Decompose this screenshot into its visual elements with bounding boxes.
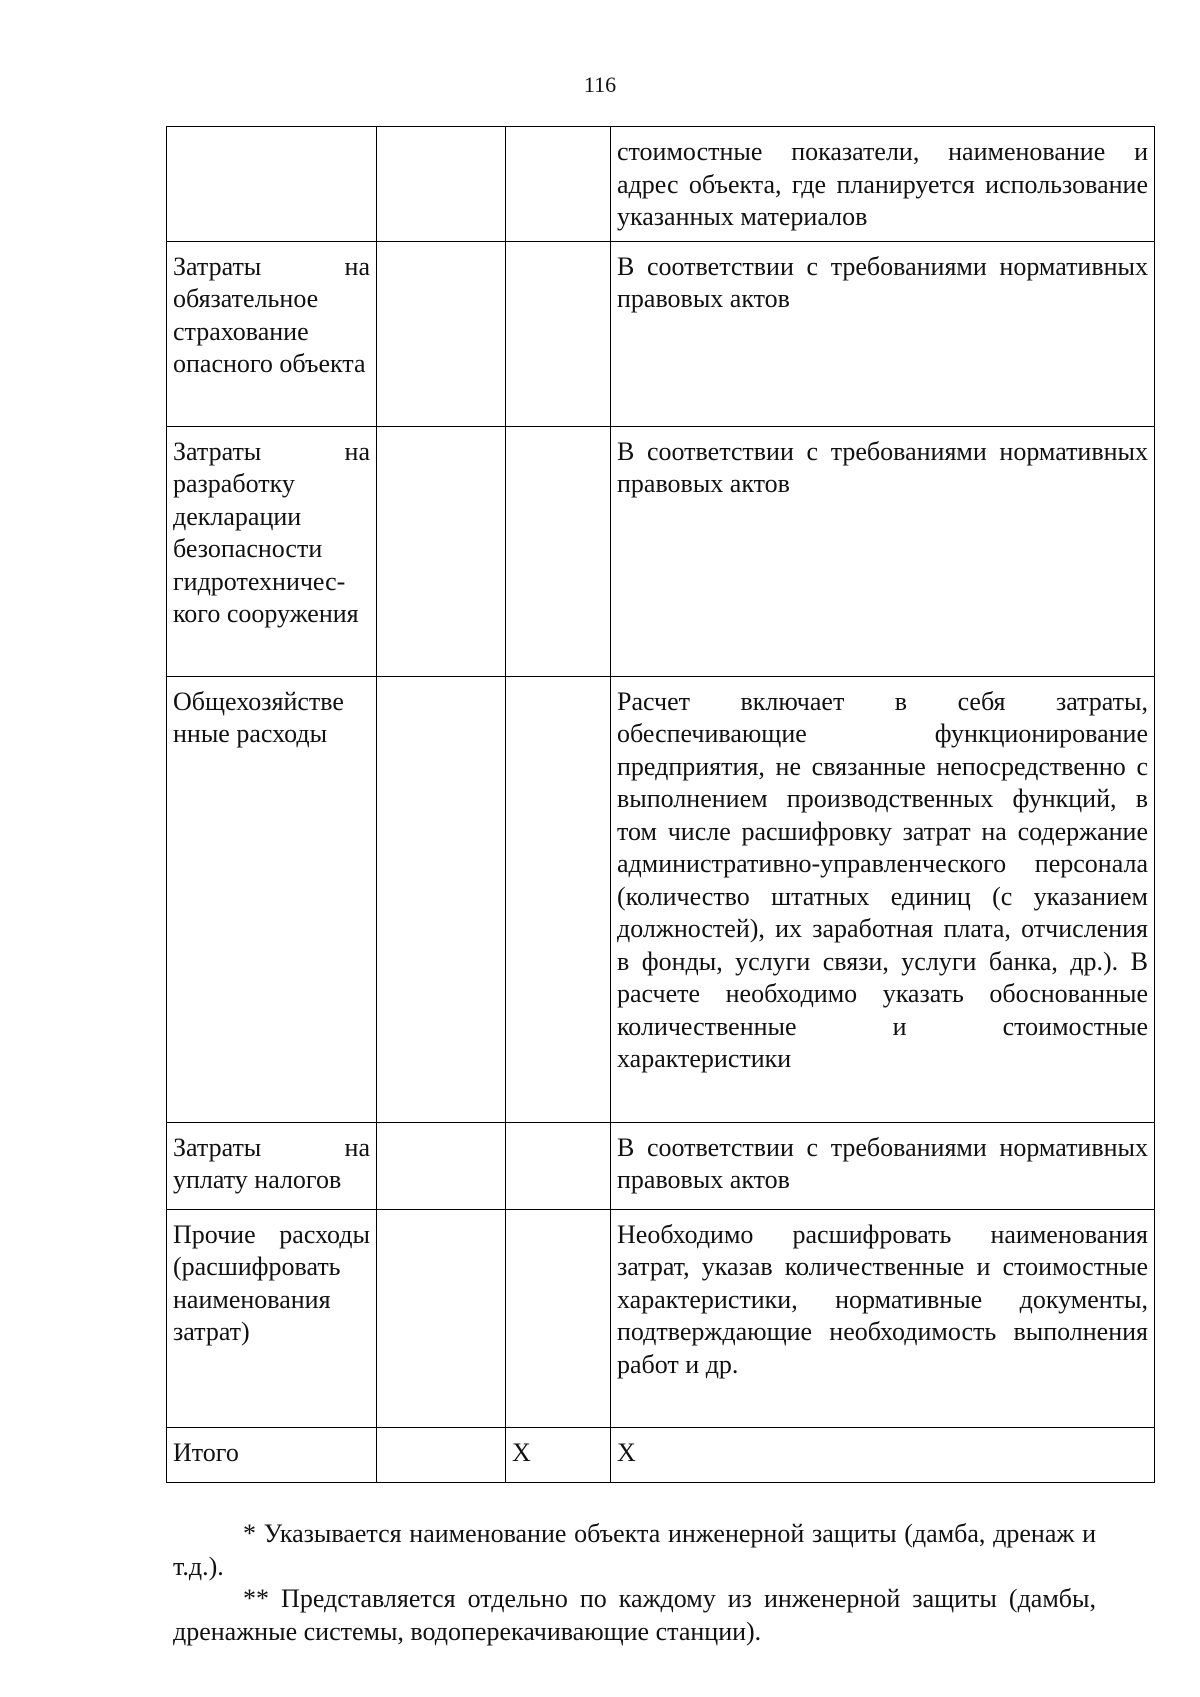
table-row-total: [167, 1427, 1155, 1482]
row-col3-cell: [506, 426, 611, 676]
row-col2-cell: [377, 1209, 506, 1427]
row-name-cell: Общехозяйстве нные расходы: [167, 676, 377, 1122]
row-name-cell: Затраты на обязательное страхование опасного объекта: [167, 241, 377, 426]
footnotes: [173, 1518, 1096, 1648]
table-row: [167, 676, 1155, 1122]
row-description-cell: В соответствии с требованиями нормативных правовых актов: [611, 426, 1155, 676]
total-label-cell: Итого: [167, 1427, 377, 1482]
table-row: [167, 1122, 1155, 1209]
row-col3-cell: [506, 127, 611, 242]
footnote-object-name: * Указывается наименование объекта инженерной защиты (дамба, дренаж и т.д.).: [173, 1519, 1096, 1581]
table-row: [167, 127, 1155, 242]
row-name-cell: [167, 127, 377, 242]
table-row: [167, 241, 1155, 426]
row-name-cell: Затраты на уплату налогов: [167, 1122, 377, 1209]
row-col2-cell: [377, 127, 506, 242]
row-col3-cell: [506, 1122, 611, 1209]
cost-table: [166, 126, 1155, 1483]
footnote-per-object: ** Представляется отдельно по каждому из инженерной защиты (дамбы, дренажные системы, водоперекачивающие станции).: [173, 1584, 1096, 1646]
row-description-cell: В соответствии с требованиями нормативных правовых актов: [611, 1122, 1155, 1209]
row-description-cell: Необходимо расшифровать наименования затрат, указав количественные и стоимостные характеристики, нормативные документы, подтверждающие необходимость выполнения работ и др.: [611, 1209, 1155, 1427]
row-description-cell: стоимостные показатели, наименование и адрес объекта, где планируется использование указанных материалов: [611, 127, 1155, 242]
row-col2-cell: [377, 426, 506, 676]
row-col2-cell: [377, 1122, 506, 1209]
table-row: [167, 1209, 1155, 1427]
total-col3-cell: Х: [506, 1427, 611, 1482]
row-name-cell: Затраты на разработку декларации безопасности гидротехничес-кого сооружения: [167, 426, 377, 676]
page-number: 116: [583, 72, 617, 97]
row-col3-cell: [506, 1209, 611, 1427]
table-row: [167, 426, 1155, 676]
row-col2-cell: [377, 241, 506, 426]
row-description-cell: В соответствии с требованиями нормативных правовых актов: [611, 241, 1155, 426]
row-col3-cell: [506, 676, 611, 1122]
row-name-cell: Прочие расходы (расшифровать наименования затрат): [167, 1209, 377, 1427]
total-description-cell: Х: [611, 1427, 1155, 1482]
row-col2-cell: [377, 676, 506, 1122]
total-col2-cell: [377, 1427, 506, 1482]
row-description-cell: Расчет включает в себя затраты, обеспечивающие функционирование предприятия, не связанные непосредственно с выполнением производственных функций, в том числе расшифровку затрат на содержание административно-управленческого персонала (количество штатных единиц (с указанием должностей), их заработная плата, отчисления в фонды, услуги связи, услуги банка, др.). В расчете необходимо указать обоснованные количественные и стоимостные характеристики: [611, 676, 1155, 1122]
row-col3-cell: [506, 241, 611, 426]
